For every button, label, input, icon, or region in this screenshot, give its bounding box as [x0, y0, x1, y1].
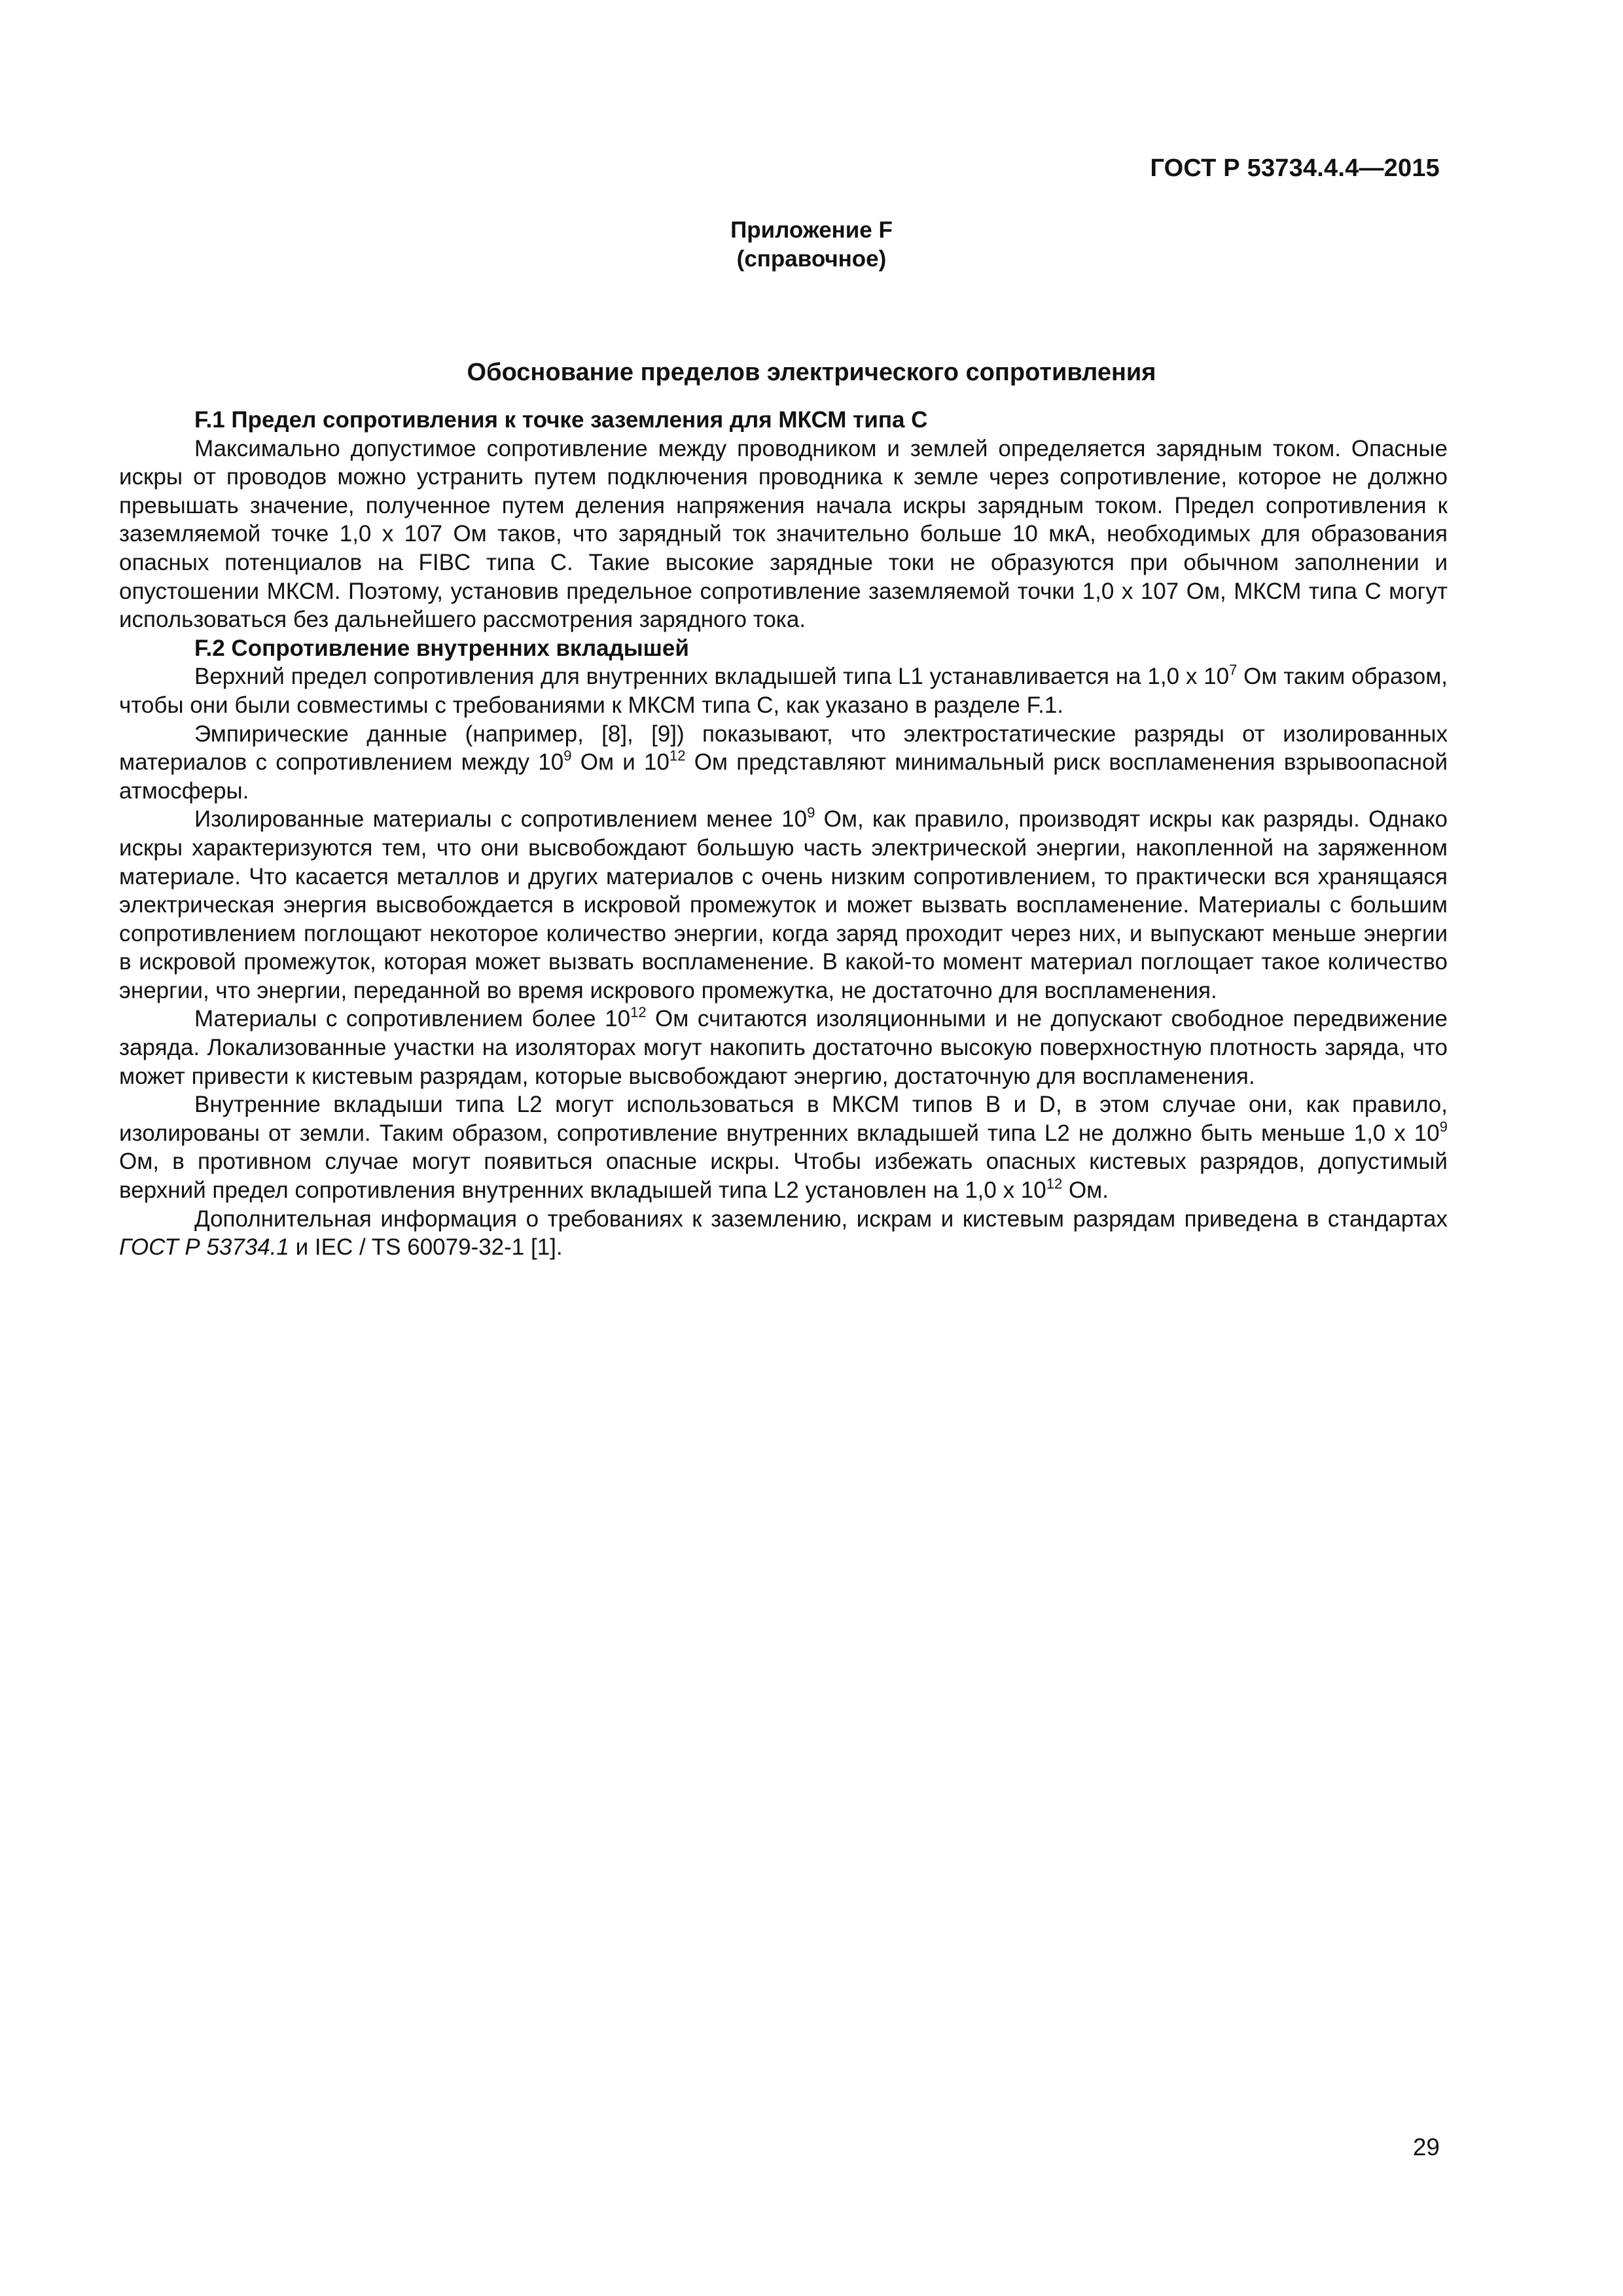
exponent: 7	[1229, 662, 1238, 679]
exponent: 9	[807, 804, 815, 821]
exponent: 9	[563, 747, 572, 764]
document-code: ГОСТ Р 53734.4.4—2015	[1150, 154, 1440, 182]
section-f2-paragraph-3: Изолированные материалы с сопротивлением менее $10^9$ Ом, как правило, производят искры как разряды. Однако искры характеризуются тем, что они высвобождают большую часть электрической энергии, накопленной на заряженном материале. Что касается металлов и других материалов с очень низким сопротивлением, то практически вся хранящаяся электрическая энергия высвобождается в искровой промежуток и может вызвать воспламенение. Материалы с большим сопротивлением поглощают некоторое количество энергии, когда заряд проходит через них, и выпускают меньше энергии в искровой промежуток, которая может вызвать воспламенение. В какой-то момент материал поглощает такое количество энергии, что энергии, переданной во время искрового промежутка, не достаточно для воспламенения.	[119, 804, 1448, 1003]
section-f2-paragraph-5: Внутренние вкладыши типа L2 могут использоваться в МКСМ типов В и D, в этом случае они, как правило, изолированы от земли. Таким образом, сопротивление внутренних вкладышей типа L2 не должно быть меньше 1,0 х $10^9$ Ом, в противном случае могут появиться опасные искры. Чтобы избежать опасных кистевых разрядов, допустимый верхний предел сопротивления внутренних вкладышей типа L2 установлен на 1,0 х $10^{12}$ Ом.	[119, 1092, 1448, 1204]
page-number: 29	[1412, 2134, 1440, 2161]
section-f2-paragraph-2: Эмпирические данные (например, [8], [9]) показывают, что электростатические разряды от изолированных материалов с сопротивлением между $10^9$ Ом и $10^{12}$ Ом представляют минимальный риск воспламенения взрывоопасной атмосферы.	[119, 721, 1448, 804]
exponent: 12	[1046, 1175, 1063, 1193]
annex-kind: (справочное)	[736, 246, 887, 272]
section-f2-paragraph-4: Материалы с сопротивлением более $10^{12}$ Ом считаются изоляционными и не допускают свободное передвижение заряда. Локализованные участки на изоляторах могут накопить достаточно высокую поверхностную плотность заряда, что может привести к кистевым разрядам, которые высвобождают энергию, достаточную для воспламенения.	[119, 1004, 1448, 1089]
section-f1-heading: F.1 Предел сопротивления к точке заземления для МКСМ типа С	[194, 407, 928, 433]
exponent: 9	[1439, 1118, 1448, 1135]
document-body	[119, 406, 1448, 1262]
standard-reference: ГОСТ Р 53734.1	[119, 1234, 289, 1261]
annex-title: Приложение F	[730, 217, 893, 243]
section-f1-paragraph: Максимально допустимое сопротивление между проводником и землей определяется зарядным током. Опасные искры от проводов можно устранить путем подключения проводника к земле через сопротивление, которое не должно превышать значение, полученное путем деления напряжения начала искры зарядным током. Предел сопротивления к заземляемой точке 1,0 х 107 Ом таков, что зарядный ток значительно больше 10 мкА, необходимых для образования опасных потенциалов на FIBC типа С. Такие высокие зарядные токи не образуются при обычном заполнении и опустошении МКСМ. Поэтому, установив предельное сопротивление заземляемой точки 1,0 х 107 Ом, МКСМ типа С могут использоваться без дальнейшего рассмотрения зарядного тока.	[119, 435, 1448, 633]
section-f2-heading: F.2 Сопротивление внутренних вкладышей	[194, 635, 689, 661]
annex-heading	[0, 216, 1623, 274]
section-f2-paragraph-1: Верхний предел сопротивления для внутренних вкладышей типа L1 устанавливается на 1,0 х $10^7$ Ом таким образом, чтобы они были совместимы с требованиями к МКСМ типа С, как указано в разделе F.1.	[119, 662, 1448, 718]
exponent: 12	[669, 747, 686, 764]
section-f2-paragraph-6: Дополнительная информация о требованиях к заземлению, искрам и кистевым разрядам приведена в стандартах ГОСТ Р 53734.1 и IEC / TS 60079-32-1 [1].	[119, 1206, 1448, 1261]
main-title: Обоснование пределов электрического сопротивления	[467, 359, 1156, 386]
exponent: 12	[630, 1004, 647, 1021]
